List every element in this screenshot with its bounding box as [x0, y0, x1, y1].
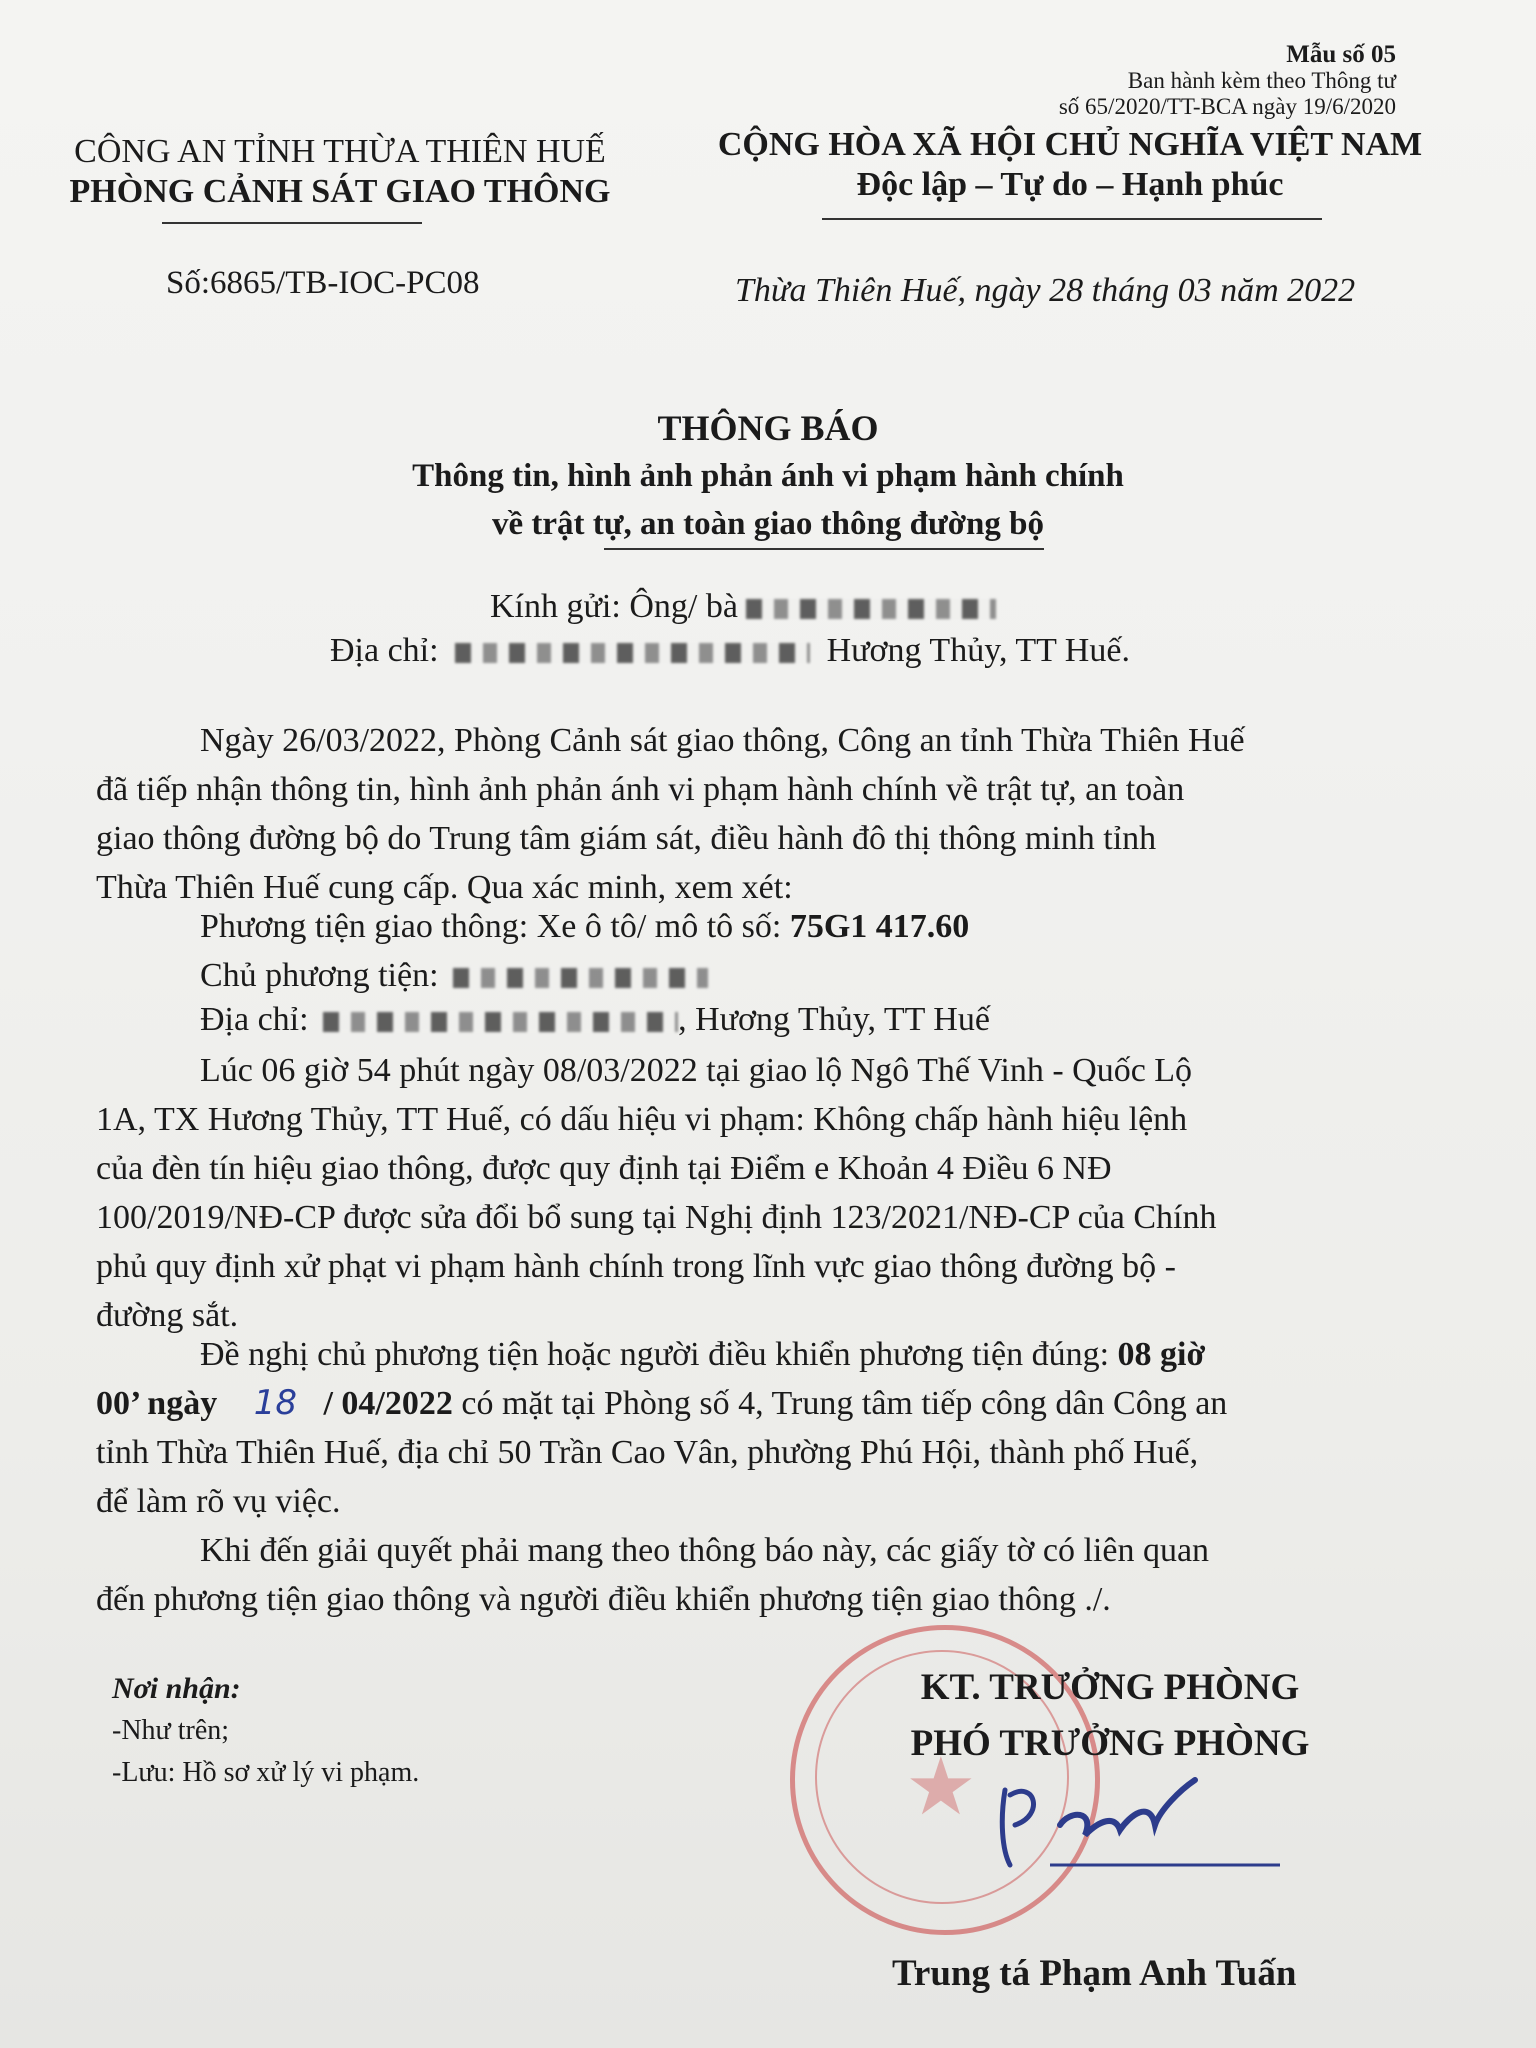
agency-line1: CÔNG AN TỈNH THỪA THIÊN HUẾ	[74, 133, 606, 170]
recipients-title: Nơi nhận:	[112, 1672, 241, 1705]
owner-address-tail: , Hương Thủy, TT Huế	[678, 1001, 990, 1038]
signature-titles	[860, 1660, 1360, 1772]
sign-title-2: PHÓ TRƯỞNG PHÒNG	[910, 1723, 1310, 1764]
form-number: Mẫu số 05	[1286, 41, 1396, 68]
country-name: CỘNG HÒA XÃ HỘI CHỦ NGHĨA VIỆT NAM	[717, 126, 1423, 163]
form-issued-with: Ban hành kèm theo Thông tư	[1127, 68, 1396, 93]
form-number-block	[1059, 42, 1396, 120]
request-place: có mặt tại Phòng số 4, Trung tâm tiếp công dân Công an	[461, 1385, 1228, 1422]
vehicle-label: Phương tiện giao thông: Xe ô tô/ mô tô số:	[200, 908, 782, 945]
notice-title-block	[0, 404, 1536, 548]
notice-subtitle-2: về trật tự, an toàn giao thông đường bộ	[491, 506, 1044, 542]
body-line: để làm rõ vụ việc.	[96, 1483, 341, 1520]
place-date: Thừa Thiên Huế, ngày 28 tháng 03 năm 2022	[735, 272, 1356, 309]
appointment-hour: 08 giờ	[1117, 1336, 1206, 1373]
form-circular: số 65/2020/TT-BCA ngày 19/6/2020	[1058, 94, 1396, 119]
body-line: Khi đến giải quyết phải mang theo thông báo này, các giấy tờ có liên quan	[200, 1532, 1210, 1569]
body-line: đường sắt.	[96, 1297, 239, 1334]
greeting-text: Kính gửi: Ông/ bà	[490, 588, 738, 625]
recipient-item: -Lưu: Hồ sơ xử lý vi phạm.	[112, 1757, 420, 1788]
motto-underline	[822, 218, 1322, 220]
body-line: phủ quy định xử phạt vi phạm hành chính trong lĩnh vực giao thông đường bộ -	[96, 1248, 1176, 1285]
handwritten-signature	[990, 1770, 1290, 1890]
body-line: 1A, TX Hương Thủy, TT Huế, có dấu hiệu vi phạm: Không chấp hành hiệu lệnh	[96, 1101, 1188, 1138]
redacted-address	[455, 643, 810, 663]
owner-line	[200, 957, 708, 995]
body-line: của đèn tín hiệu giao thông, được quy định tại Điểm e Khoản 4 Điều 6 NĐ	[96, 1150, 1112, 1187]
address-tail: Hương Thủy, TT Huế.	[826, 632, 1130, 669]
notice-subtitle-1: Thông tin, hình ảnh phản ánh vi phạm hành chính	[412, 458, 1124, 494]
redacted-owner	[453, 968, 708, 988]
request-text: Đề nghị chủ phương tiện hoặc người điều khiển phương tiện đúng:	[200, 1336, 1110, 1373]
license-plate: 75G1 417.60	[789, 908, 970, 945]
body-line: Thừa Thiên Huế cung cấp. Qua xác minh, xem xét:	[96, 869, 793, 906]
owner-address-line	[200, 1001, 990, 1039]
handwritten-day: 18	[253, 1383, 297, 1423]
body-line: đến phương tiện giao thông và người điều khiển phương tiện giao thông ./.	[96, 1581, 1111, 1618]
doc-number: Số:6865/TB-IOC-PC08	[166, 265, 480, 301]
appointment-minute: 00’ ngày	[96, 1385, 218, 1422]
body-line: 100/2019/NĐ-CP được sửa đổi bổ sung tại Nghị định 123/2021/NĐ-CP của Chính	[96, 1199, 1217, 1236]
body-line: Ngày 26/03/2022, Phòng Cảnh sát giao thông, Công an tỉnh Thừa Thiên Huế	[200, 722, 1245, 759]
stamp-emblem-icon: ★	[905, 1744, 977, 1832]
redacted-owner-address	[323, 1012, 678, 1032]
signer-name: Trung tá Phạm Anh Tuấn	[892, 1953, 1297, 1994]
vehicle-line	[200, 908, 969, 946]
appointment-month-year: / 04/2022	[323, 1385, 453, 1422]
agency-header	[40, 132, 640, 212]
sign-title-1: KT. TRƯỞNG PHÒNG	[920, 1667, 1300, 1708]
body-line: Lúc 06 giờ 54 phút ngày 08/03/2022 tại giao lộ Ngô Thế Vinh - Quốc Lộ	[200, 1052, 1193, 1089]
recipient-address	[330, 632, 1130, 670]
body-line: đã tiếp nhận thông tin, hình ảnh phản ánh vi phạm hành chính về trật tự, an toàn	[96, 771, 1185, 808]
agency-underline	[162, 222, 422, 224]
national-header	[680, 125, 1460, 205]
redacted-name	[746, 599, 996, 619]
recipients-block	[112, 1668, 419, 1794]
body-line: giao thông đường bộ do Trung tâm giám sát, điều hành đô thị thông minh tỉnh	[96, 820, 1157, 857]
body-line: tỉnh Thừa Thiên Huế, địa chỉ 50 Trần Cao Vân, phường Phú Hội, thành phố Huế,	[96, 1434, 1199, 1471]
request-line-1	[200, 1330, 1205, 1379]
owner-address-label: Địa chỉ:	[200, 1001, 309, 1038]
address-label: Địa chỉ:	[330, 632, 439, 669]
title-underline	[604, 548, 1044, 550]
request-line-2	[96, 1379, 1227, 1428]
notice-title: THÔNG BÁO	[657, 408, 879, 448]
motto: Độc lập – Tự do – Hạnh phúc	[856, 166, 1284, 203]
agency-line2: PHÒNG CẢNH SÁT GIAO THÔNG	[69, 173, 611, 210]
owner-label: Chủ phương tiện:	[200, 957, 439, 994]
recipient-item: -Như trên;	[112, 1715, 230, 1746]
recipient-greeting	[490, 588, 996, 626]
